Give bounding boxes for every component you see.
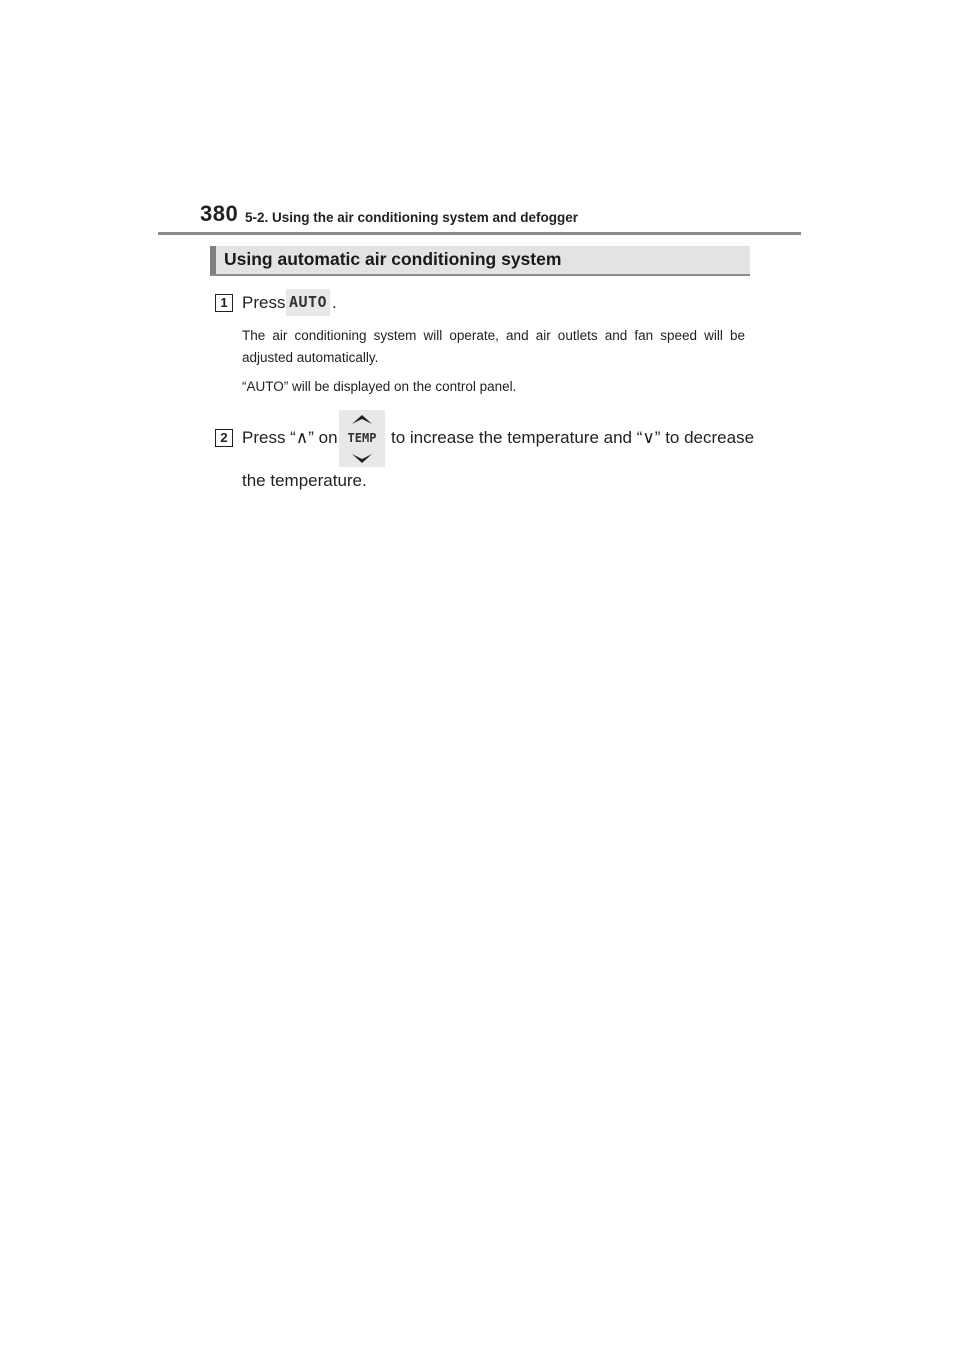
page-number: 380	[200, 201, 239, 226]
step-2-text-line-2: the temperature.	[242, 471, 367, 490]
step-1-note-2: “AUTO” will be displayed on the control panel.	[242, 379, 517, 394]
section-heading-bar	[210, 246, 750, 276]
step-1-note-1: The air conditioning system will operate, and air outlets and fan speed will be adjusted automatically.	[242, 328, 745, 365]
chevron-down-icon	[339, 451, 385, 465]
step-2-text-after: to increase the temperature and “∨” to decrease	[391, 428, 755, 447]
temp-button-image	[339, 410, 385, 467]
section-title: Using automatic air conditioning system	[224, 249, 562, 269]
auto-button-image: AUTO	[286, 289, 330, 316]
chapter-title: 5-2. Using the air conditioning system and defogger	[245, 210, 579, 225]
step-1-badge: 1	[215, 294, 233, 312]
chevron-up-icon	[339, 413, 385, 427]
temp-button-label: TEMP	[347, 431, 377, 445]
section-accent	[210, 246, 216, 274]
step-2-badge: 2	[215, 429, 233, 447]
header-rule	[158, 232, 801, 235]
step-1-text-before: Press	[242, 293, 286, 312]
step-1-text-after: .	[332, 293, 337, 312]
step-2-text-before: Press “∧” on	[242, 428, 338, 447]
